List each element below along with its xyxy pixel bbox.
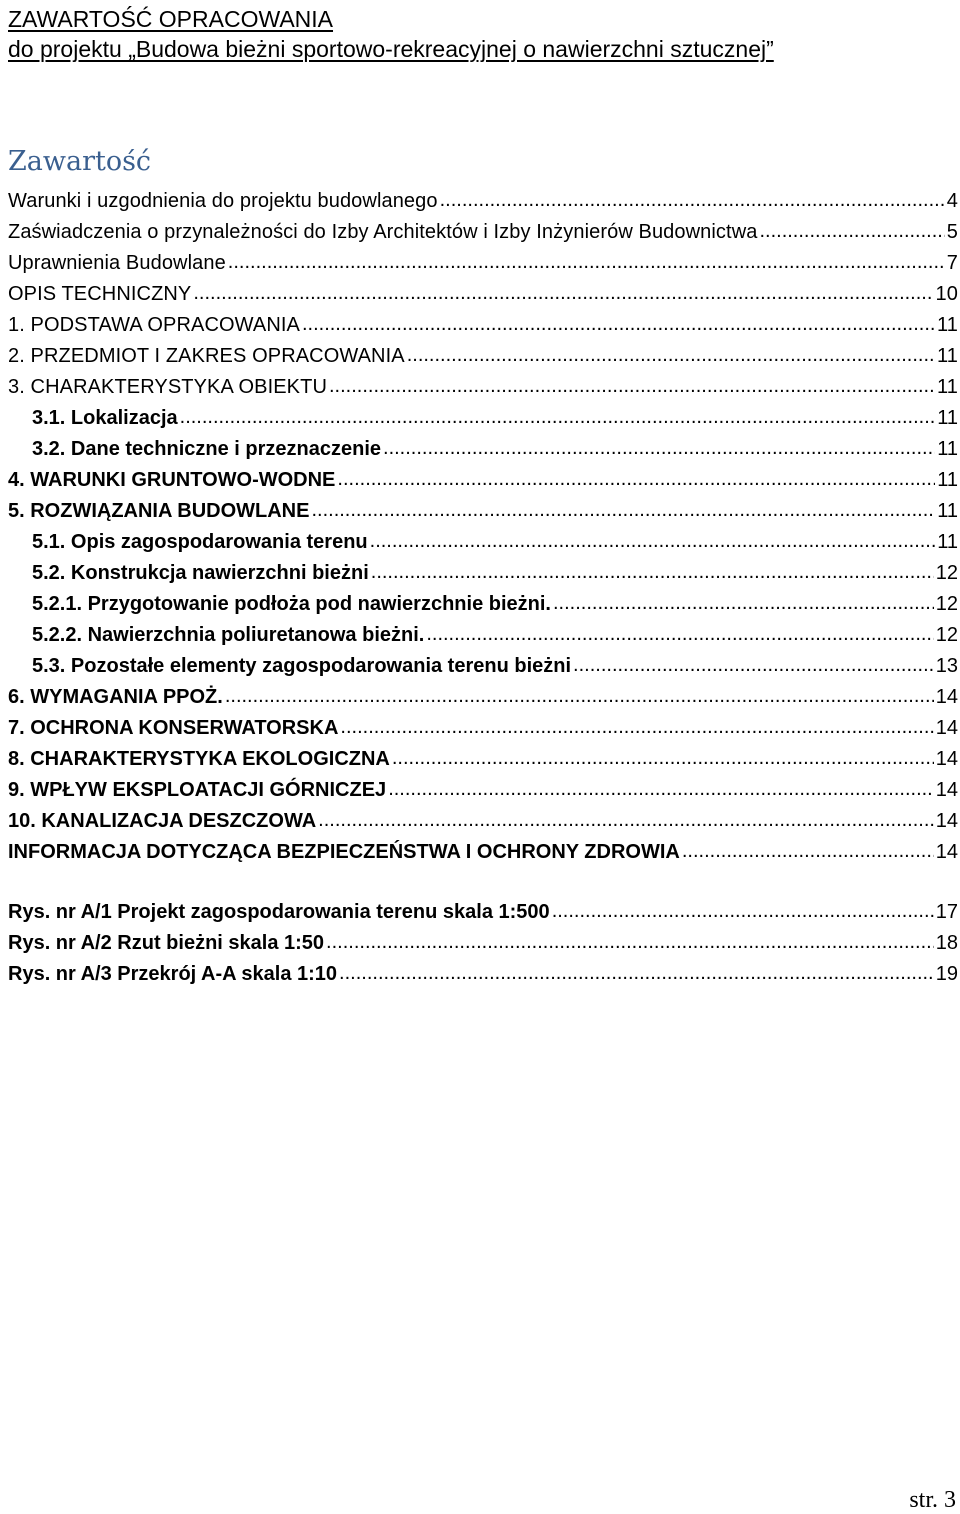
dot-leader: [225, 681, 934, 712]
toc-entry-title: 5.2.2. Nawierzchnia poliuretanowa bieżni.: [32, 624, 425, 646]
toc-entry-page: 11: [937, 469, 958, 491]
toc-entry-page: 14: [935, 717, 958, 739]
dot-leader: [371, 557, 934, 588]
drawing-entry[interactable]: [8, 959, 958, 990]
toc-entry[interactable]: [8, 589, 958, 620]
toc-entry-title: 5.1. Opis zagospodarowania terenu: [32, 531, 368, 553]
toc-entry-page: 11: [937, 438, 958, 460]
toc-entry-page: 11: [937, 407, 958, 429]
toc-entry[interactable]: [8, 682, 958, 713]
toc-entry-page: 14: [935, 748, 958, 770]
toc-entries: [8, 186, 958, 868]
toc-entry-title: Rys. nr A/2 Rzut bieżni skala 1:50: [8, 932, 325, 954]
dot-leader: [388, 774, 934, 805]
toc-entry-title: 5.2. Konstrukcja nawierzchni bieżni: [32, 562, 369, 584]
toc-entry[interactable]: [8, 620, 958, 651]
dot-leader: [180, 402, 936, 433]
toc-entry-title: 1. PODSTAWA OPRACOWANIA: [8, 314, 300, 336]
toc-entry-title: 5. ROZWIĄZANIA BUDOWLANE: [8, 500, 310, 522]
toc-entry[interactable]: [8, 434, 958, 465]
toc-entry-title: 5.3. Pozostałe elementy zagospodarowania terenu bieżni: [32, 655, 572, 677]
toc-entry-title: INFORMACJA DOTYCZĄCA BEZPIECZEŃSTWA I OCHRONY ZDROWIA: [8, 841, 680, 863]
toc-entry-page: 7: [946, 252, 958, 274]
dot-leader: [311, 495, 935, 526]
toc-entry-title: 4. WARUNKI GRUNTOWO-WODNE: [8, 469, 336, 491]
dot-leader: [340, 712, 933, 743]
toc-entry-title: Rys. nr A/1 Projekt zagospodarowania terenu skala 1:500: [8, 901, 550, 923]
dot-leader: [329, 371, 935, 402]
toc-entry-page: 11: [937, 314, 958, 336]
toc-entry-page: 12: [935, 562, 958, 584]
dot-leader: [193, 278, 933, 309]
toc-entry[interactable]: [8, 558, 958, 589]
toc-heading: Zawartość: [8, 146, 152, 177]
toc-entry-title: 7. OCHRONA KONSERWATORSKA: [8, 717, 339, 739]
dot-leader: [552, 896, 934, 927]
toc-entry-title: 3. CHARAKTERYSTYKA OBIEKTU: [8, 376, 327, 398]
toc-entry-page: 11: [937, 376, 958, 398]
toc-entry-title: 5.2.1. Przygotowanie podłoża pod nawierzchnie bieżni.: [32, 593, 551, 615]
toc-entry[interactable]: [8, 248, 958, 279]
toc-entry[interactable]: [8, 651, 958, 682]
toc-entry[interactable]: [8, 465, 958, 496]
dot-leader: [337, 464, 935, 495]
toc-entry[interactable]: [8, 837, 958, 868]
toc-entry-page: 12: [935, 593, 958, 615]
toc-entry[interactable]: [8, 186, 958, 217]
toc-entry-page: 4: [946, 190, 958, 212]
toc-entry-title: 9. WPŁYW EKSPLOATACJI GÓRNICZEJ: [8, 779, 387, 801]
toc-entry-title: 3.1. Lokalizacja: [32, 407, 178, 429]
dot-leader: [573, 650, 934, 681]
header-subtitle: do projektu „Budowa bieżni sportowo-rekreacyjnej o nawierzchni sztucznej”: [8, 36, 774, 62]
toc-entry-page: 14: [935, 686, 958, 708]
toc-entry-page: 11: [937, 500, 958, 522]
toc-entry-title: Zaświadczenia o przynależności do Izby Architektów i Izby Inżynierów Budownictwa: [8, 221, 758, 243]
toc-entry[interactable]: [8, 217, 958, 248]
dot-leader: [440, 185, 945, 216]
toc-entry[interactable]: [8, 310, 958, 341]
toc-entry[interactable]: [8, 496, 958, 527]
toc-entry[interactable]: [8, 775, 958, 806]
toc-entry-title: 3.2. Dane techniczne i przeznaczenie: [32, 438, 382, 460]
dot-leader: [759, 216, 944, 247]
dot-leader: [407, 340, 935, 371]
dot-leader: [302, 309, 935, 340]
dot-leader: [339, 958, 934, 989]
drawing-entry[interactable]: [8, 897, 958, 928]
toc-entry[interactable]: [8, 713, 958, 744]
dot-leader: [318, 805, 934, 836]
dot-leader: [326, 927, 934, 958]
toc-entry-page: 14: [935, 841, 958, 863]
dot-leader: [370, 526, 936, 557]
toc-entry[interactable]: [8, 372, 958, 403]
dot-leader: [682, 836, 934, 867]
toc-entry[interactable]: [8, 403, 958, 434]
dot-leader: [383, 433, 935, 464]
toc-spacer: [8, 868, 958, 897]
toc-entry-title: Rys. nr A/3 Przekrój A-A skala 1:10: [8, 963, 338, 985]
dot-leader: [228, 247, 945, 278]
toc-entry-title: 10. KANALIZACJA DESZCZOWA: [8, 810, 317, 832]
table-of-contents: [8, 186, 958, 990]
toc-entry[interactable]: [8, 806, 958, 837]
toc-entry-page: 11: [937, 345, 958, 367]
document-header: [8, 4, 958, 64]
toc-entry-title: 8. CHARAKTERYSTYKA EKOLOGICZNA: [8, 748, 390, 770]
toc-entry-page: 19: [935, 963, 958, 985]
toc-entry-title: Uprawnienia Budowlane: [8, 252, 226, 274]
dot-leader: [553, 588, 934, 619]
toc-entry[interactable]: [8, 341, 958, 372]
page-number: str. 3: [909, 1487, 956, 1513]
toc-entry-page: 11: [937, 531, 958, 553]
toc-entry-page: 18: [935, 932, 958, 954]
toc-entry-page: 14: [935, 810, 958, 832]
toc-entry-page: 5: [946, 221, 958, 243]
drawings-list: [8, 897, 958, 990]
toc-entry[interactable]: [8, 279, 958, 310]
dot-leader: [392, 743, 934, 774]
drawing-entry[interactable]: [8, 928, 958, 959]
dot-leader: [426, 619, 933, 650]
toc-entry-page: 10: [935, 283, 958, 305]
toc-entry-title: 6. WYMAGANIA PPOŻ.: [8, 686, 223, 708]
toc-entry-page: 14: [935, 779, 958, 801]
toc-entry-page: 12: [935, 624, 958, 646]
toc-entry-title: 2. PRZEDMIOT I ZAKRES OPRACOWANIA: [8, 345, 405, 367]
toc-entry-page: 17: [935, 901, 958, 923]
toc-entry-title: OPIS TECHNICZNY: [8, 283, 192, 305]
toc-entry-page: 13: [935, 655, 958, 677]
toc-entry[interactable]: [8, 744, 958, 775]
toc-entry-title: Warunki i uzgodnienia do projektu budowlanego: [8, 190, 438, 212]
toc-entry[interactable]: [8, 527, 958, 558]
header-title: ZAWARTOŚĆ OPRACOWANIA: [8, 6, 334, 32]
